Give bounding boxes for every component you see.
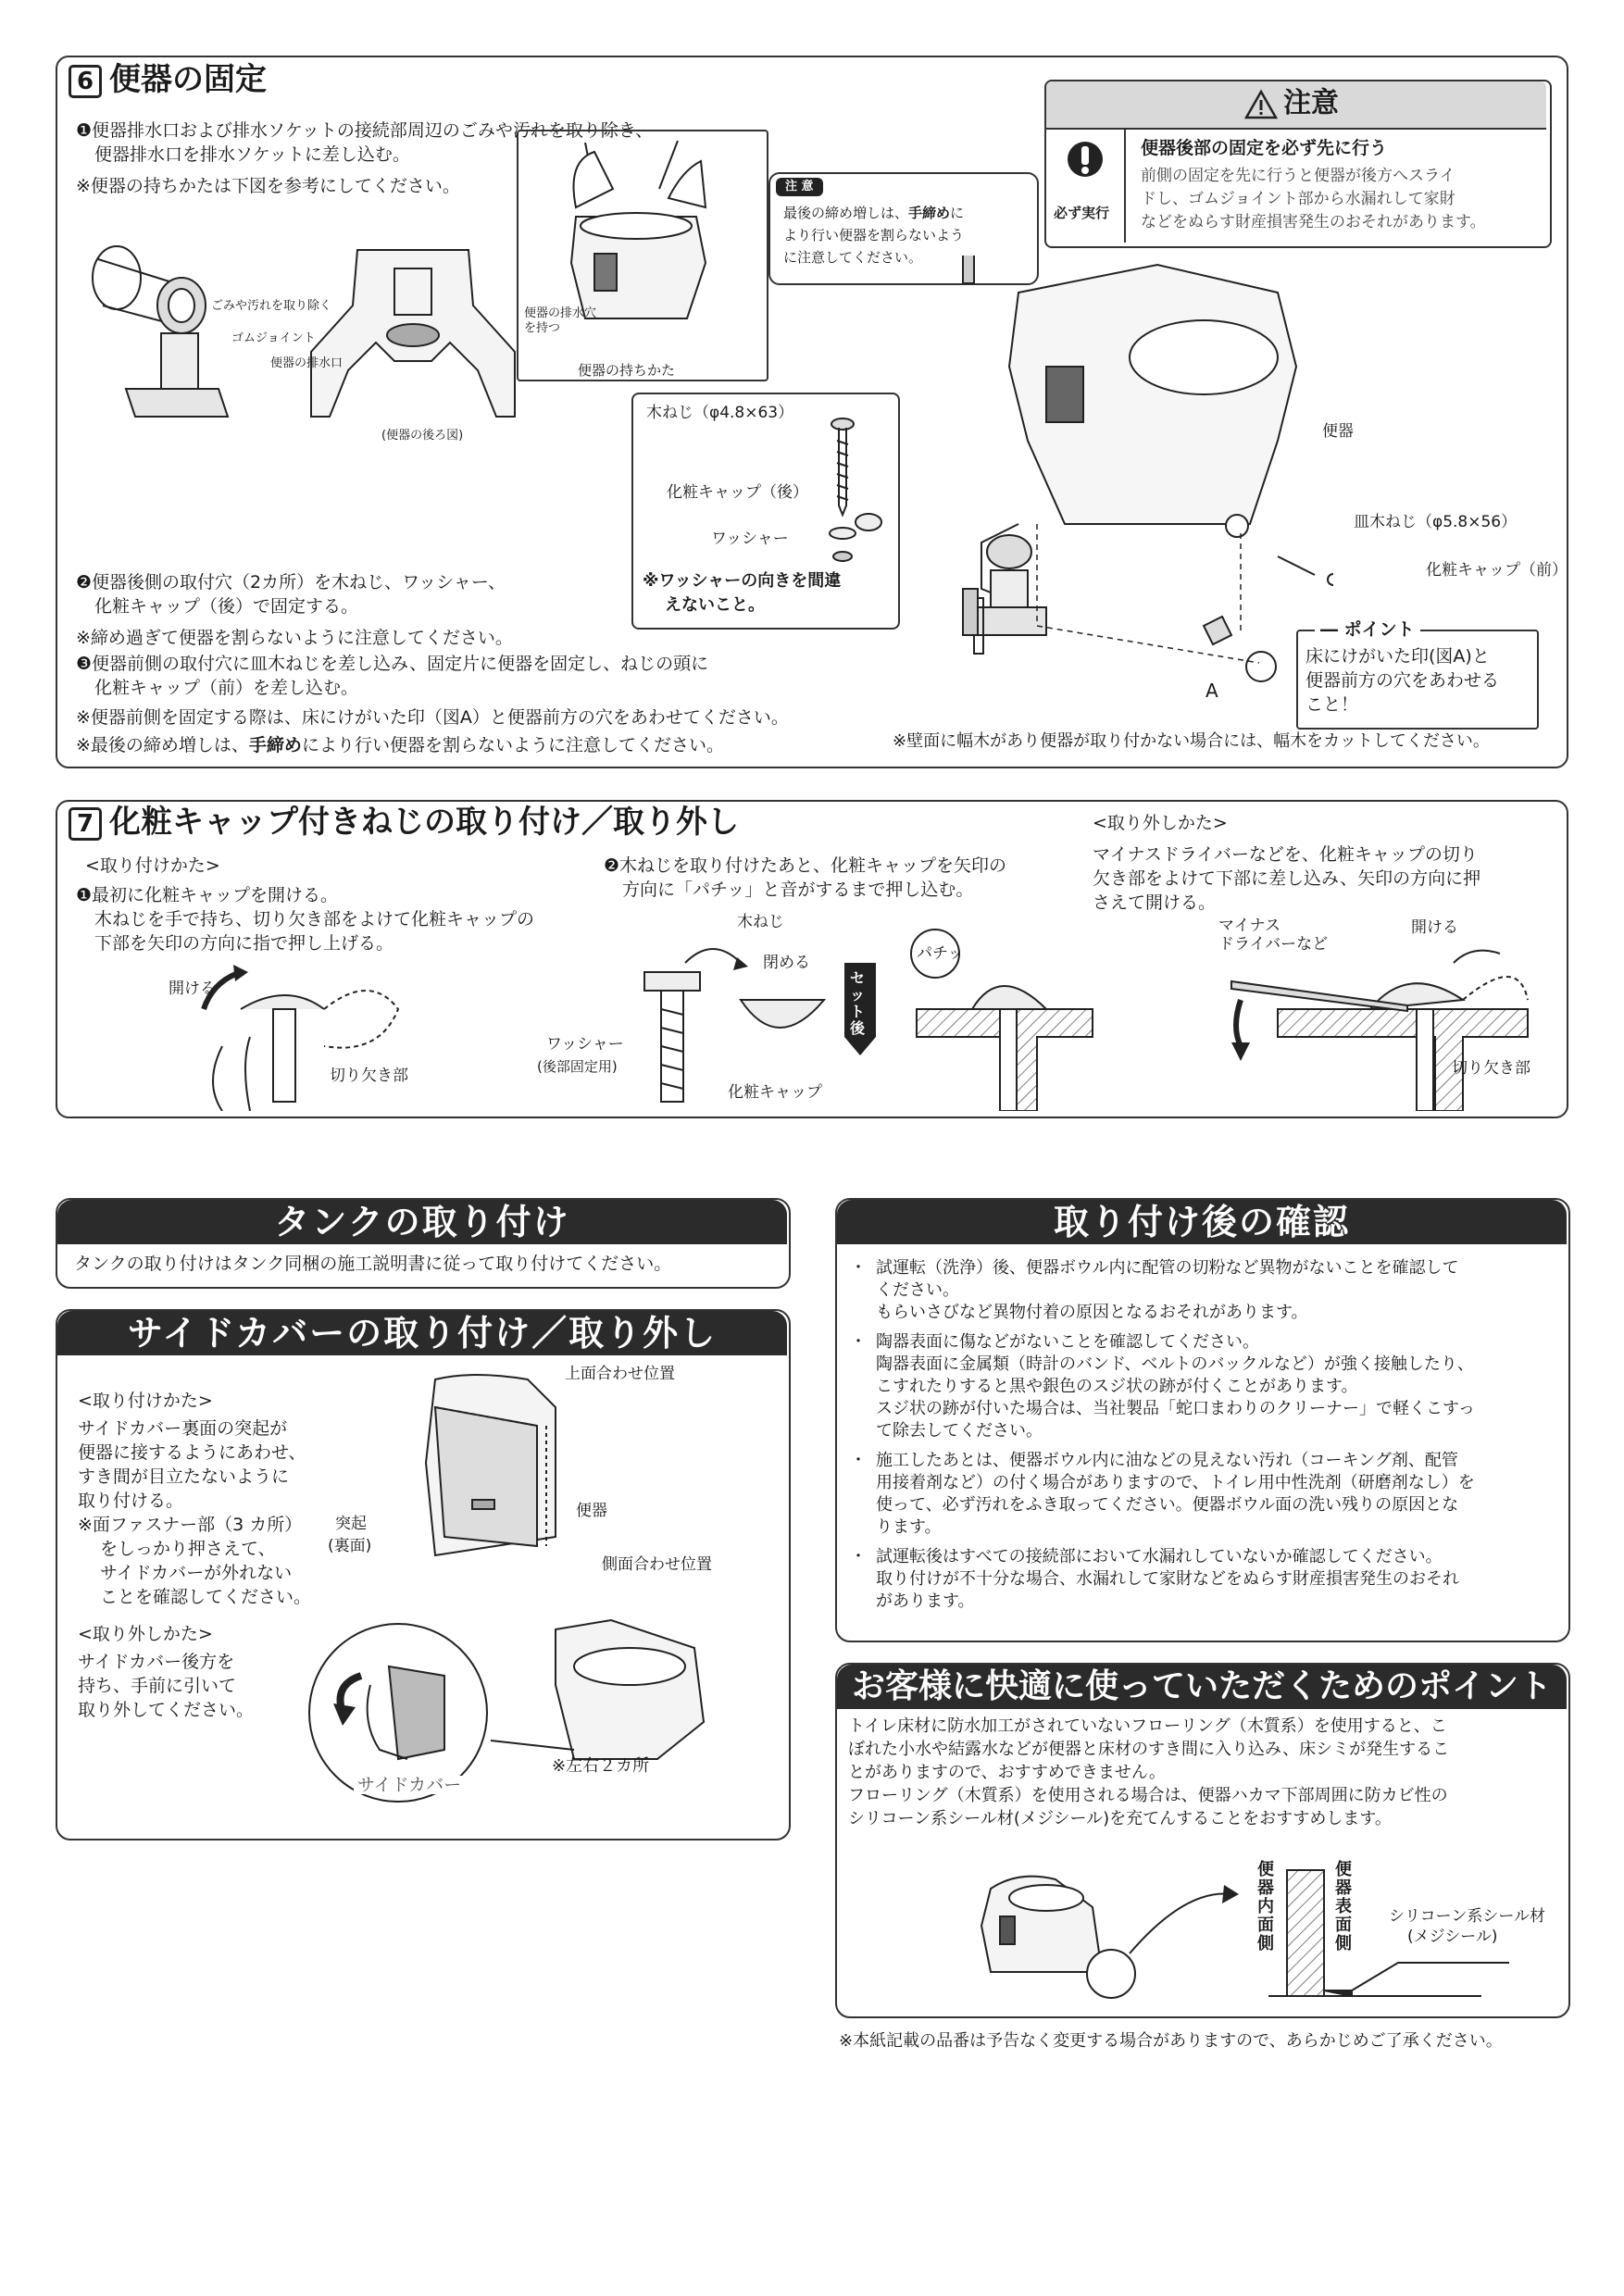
s6-note1: ※便器の持ちかたは下図を参考にしてください。 [76,176,460,196]
side-label-both: ※左右２カ所 [552,1756,650,1776]
warning-triangle-icon [1244,89,1278,120]
section-7-title [69,804,739,841]
s7-i1-line2: 木ねじを手で持ち、切り欠き部をよけて化粧キャップの [94,909,535,930]
s7-i2-line1: ❷木ねじを取り付けたあと、化粧キャップを矢印の [604,855,1007,876]
point-title-text: ポイント [1343,619,1415,640]
s6-step2-line2: 化粧キャップ（後）で固定する。 [94,596,359,617]
check-item [850,1450,1554,1539]
s7-label-washer-sub: (後部固定用) [537,1058,618,1075]
caution-tag [776,178,823,196]
cap-open-drawing [185,954,426,1111]
s6-note3: ※便器前側を固定する際は、床にけがいた印（図A）と便器前方の穴をあわせてください。 [76,707,789,728]
check-item-line: 試運転（洗浄）後、便器ボウル内に配管の切粉など異物がないことを確認して [876,1258,1459,1278]
s7-label-driver-1: マイナス [1218,917,1280,935]
comfort-line: とがありますので、おすすめできません。 [848,1763,1166,1782]
s6-label-washer: ワッシャー [711,530,789,548]
side-i-line8: ことを確認してください。 [100,1587,312,1607]
point-line1: 床にけがいた印(図A)と [1305,646,1490,667]
s7-label-open: 開ける [169,980,216,998]
bullet-dot-icon: ・ [850,1451,867,1470]
tank-banner [57,1200,787,1244]
comfort-title: お客様に快適に使っていただくためのポイント [851,1667,1552,1705]
comfort-line: シリコーン系シール材(メジシール)を充てんすることをおすすめします。 [848,1809,1392,1828]
warning-line3: などをぬらす財産損害発生のおそれがあります。 [1141,213,1486,231]
s7-label-notch2: 切り欠き部 [1452,1059,1530,1078]
s7-remove-line3: さえて開ける。 [1093,892,1217,913]
s7-i1-line1: ❶最初に化粧キャップを開ける。 [76,885,339,905]
s6-label-hold-hole-1: 便器の排水穴 [524,306,597,320]
side-r-line1: サイドカバー後方を [78,1652,235,1672]
comfort-banner [837,1665,1567,1709]
check-banner [837,1200,1567,1244]
comfort-line: ぼれた小水や結露水などが便器と床材のすき間に入り込み、床シミが発生するこ [848,1740,1450,1759]
s6-note4-c: により行い便器を割らないように注意してください。 [301,735,724,755]
check-item-line: 取り付けが不十分な場合、水漏れして家財などをぬらす財産損害発生のおそれ [876,1569,1459,1589]
tank-title: タンクの取り付け [274,1202,570,1242]
check-item-line: 陶器表面に傷などがないことを確認してください。 [876,1332,1259,1352]
s6-label-A: A [1206,680,1218,702]
check-item-line: て除去してください。 [876,1421,1043,1441]
side-r-line2: 持ち、手前に引いて [78,1676,237,1696]
check-item-line: 試運転後はすべての接続部において水漏れしていないか確認してください。 [876,1547,1443,1566]
side-cover-title: サイドカバーの取り付け／取り外し [127,1313,718,1354]
comfort-lines [848,1715,1561,1830]
check-item [850,1331,1554,1442]
comfort-label-inner: 便器内面側 [1257,1860,1274,1953]
s6-note5: ※壁面に幅木があり便器が取り付かない場合には、幅木をカットしてください。 [893,731,1490,751]
point-line2: 便器前方の穴をあわせる [1305,670,1500,691]
must-do-icon [1067,141,1104,194]
check-item-line: ります。 [876,1517,942,1537]
check-item [850,1257,1554,1324]
check-item-line: もらいさびなど異物付着の原因となるおそれがあります。 [876,1303,1308,1322]
caution-tag-text: 注 意 [785,180,814,193]
washer-note-line1: ※ワッシャーの向きを間違 [643,571,842,591]
side-install-head: <取り付けかた> [78,1391,213,1411]
s6-label-hold: 便器の持ちかた [574,361,679,380]
side-label-top: 上面合わせ位置 [565,1365,675,1383]
caution-line1-b: 手締め [908,205,951,221]
footer-note: ※本紙記載の品番は予告なく変更する場合がありますので、あらかじめご了承ください。 [839,2031,1503,2051]
side-label-bump1: 突起 [335,1515,367,1533]
side-i-line3: すき間が目立たないように [78,1466,290,1487]
comfort-label-seal1: シリコーン系シール材 [1389,1907,1545,1926]
check-item-line: 使って、必ず汚れをふき取ってください。便器ボウル面の洗い残りの原因とな [876,1495,1459,1515]
check-item-line: 用接着剤など）の付く場合がありますので、トイレ用中性洗剤（研磨剤なし）を [876,1473,1475,1492]
s6-step1-line1: ❶便器排水口および排水ソケットの接続部周辺のごみや汚れを取り除き、 [76,120,654,141]
caution-line2: より行い便器を割らないよう [783,227,965,243]
point-line3: こと！ [1305,694,1359,715]
s7-remove-line1: マイナスドライバーなどを、化粧キャップの切り [1093,844,1478,865]
comfort-line: トイレ床材に防水加工がされていないフローリング（木質系）を使用すると、こ [848,1716,1447,1736]
check-item-line: こすれたりすると黒や銀色のスジ状の跡が付くことがあります。 [876,1377,1358,1396]
s7-label-close: 閉める [763,954,810,972]
side-cover-install-drawing [417,1370,583,1602]
check-item [850,1546,1554,1613]
washer-note-line2: えないこと。 [665,595,765,615]
caution-line3: に注意してください。 [783,249,923,266]
side-label-toilet: 便器 [576,1502,607,1520]
side-label-side: 側面合わせ位置 [602,1555,712,1574]
section-6-title [69,61,267,98]
s6-label-cap-front: 化粧キャップ（前） [1426,561,1568,580]
s6-note2: ※締め過ぎて便器を割らないように注意してください。 [76,628,513,648]
s6-step1-line2: 便器排水口を排水ソケットに差し込む。 [94,144,410,165]
toilet-back-view-drawing [61,231,543,463]
s7-remove-head: <取り外しかた> [1093,813,1228,833]
bullet-dot-icon: ・ [850,1332,867,1352]
side-remove-head: <取り外しかた> [78,1624,213,1644]
s7-label-pachi: パチッ [917,944,964,963]
comfort-line: フローリング（木質系）を使用される場合は、便器ハカマ下部周囲に防カビ性の [848,1786,1448,1805]
cap-remove-drawing [1222,926,1555,1111]
side-cover-banner [57,1311,787,1355]
check-item-line: 陶器表面に金属類（時計のバンド、ベルトのバックルなど）が強く接触したり、 [876,1354,1474,1374]
s6-note4-b: 手締め [248,735,302,755]
check-item-line: 施工したあとは、便器ボウル内に油などの見えない汚れ（コーキング剤、配管 [876,1451,1458,1470]
warning-line2: ドし、ゴムジョイント部から水漏れして家財 [1141,190,1455,208]
check-item-line: ください。 [876,1280,959,1300]
caution-line1-a: 最後の締め増しは、 [783,205,909,221]
caution-line1 [783,204,964,222]
s6-label-dirt: ごみや汚れを取り除く [211,299,332,313]
s6-note4-a: ※最後の締め増しは、 [76,735,249,755]
side-i-line5: ※面ファスナー部（3 カ所） [78,1515,303,1535]
s7-label-set-after: セット後 [850,969,866,1037]
s7-label-washer: ワッシャー [546,1035,624,1054]
s7-label-open2: 開ける [1411,918,1458,937]
s7-i2-line2: 方向に「パチッ」と音がするまで押し込む。 [622,880,974,900]
s6-label-cap-back: 化粧キャップ（後） [667,483,808,502]
warning-must-label: 必ず実行 [1054,205,1110,221]
check-item-line: があります。 [876,1591,975,1611]
side-i-line6: をしっかり押さえて、 [100,1539,276,1559]
check-title: 取り付け後の確認 [1053,1202,1350,1242]
s6-label-gom-joint: ゴムジョイント [231,331,316,345]
s7-label-cap: 化粧キャップ [728,1083,822,1102]
s6-step3-line1: ❸便器前側の取付穴に皿木ねじを差し込み、固定片に便器を固定し、ねじの頭に [76,654,709,674]
tank-text: タンクの取り付けはタンク同梱の施工説明書に従って取り付けてください。 [74,1254,672,1274]
comfort-label-seal2: (メジシール) [1407,1928,1498,1946]
bullet-dot-icon: ・ [850,1258,867,1278]
warning-title: 注意 [1283,87,1339,119]
side-i-line2: 便器に接するようにあわせ、 [78,1442,306,1463]
s7-label-driver-2: ドライバーなど [1218,935,1329,954]
s7-install-head: <取り付けかた> [85,855,220,876]
check-list [850,1257,1554,1620]
s6-label-hold-hole-2: を持つ [524,321,561,335]
s6-label-back-view: (便器の後ろ図) [381,429,464,443]
check-item-line: スジ状の跡が付いた場合は、当社製品「蛇口まわりのクリーナー」で軽くこすっ [876,1399,1475,1418]
side-r-line3: 取り外してください。 [78,1700,255,1720]
s6-step2-line1: ❷便器後側の取付穴（2カ所）を木ねじ、ワッシャー、 [76,572,506,593]
side-i-line7: サイドカバーが外れない [100,1563,293,1583]
warning-line1: 前側の固定を先に行うと便器が後方へスライ [1141,167,1455,185]
caution-line1-c: に [950,205,965,221]
section-6-number: 6 [69,65,102,98]
s6-label-flat-screw: 皿木ねじ（φ5.8×56） [1354,513,1518,531]
s6-label-toilet: 便器 [1322,422,1354,441]
point-title: ― ポイント [1315,618,1420,641]
toilet-main-drawing [926,256,1333,691]
warning-head: 便器後部の固定を必ず先に行う [1141,138,1388,158]
s6-step3-line2: 化粧キャップ（前）を差し込む。 [94,678,359,698]
section-6-title-text: 便器の固定 [109,61,267,98]
section-7-number: 7 [69,807,102,841]
side-i-line4: 取り付ける。 [78,1491,184,1511]
s7-i1-line3: 下部を矢印の方向に指で押し上げる。 [94,933,394,954]
bullet-dot-icon: ・ [850,1547,867,1566]
s7-remove-line2: 欠き部をよけて下部に差し込み、矢印の方向に押 [1093,868,1481,889]
side-label-cover: サイドカバー [354,1776,465,1794]
s6-label-drain: 便器の排水口 [270,356,344,370]
side-i-line1: サイドカバー裏面の突起が [78,1418,288,1439]
section-7-title-text: 化粧キャップ付きねじの取り付け／取り外し [109,804,739,841]
comfort-label-outer: 便器表面側 [1335,1860,1352,1953]
side-label-bump2: (裏面) [328,1537,372,1555]
screw-detail-drawing [815,413,898,570]
s7-label-notch: 切り欠き部 [330,1067,408,1085]
s7-label-screw: 木ねじ [737,913,784,931]
s6-note4 [76,733,724,757]
s6-label-wood-screw: 木ねじ（φ4.8×63） [646,404,794,422]
